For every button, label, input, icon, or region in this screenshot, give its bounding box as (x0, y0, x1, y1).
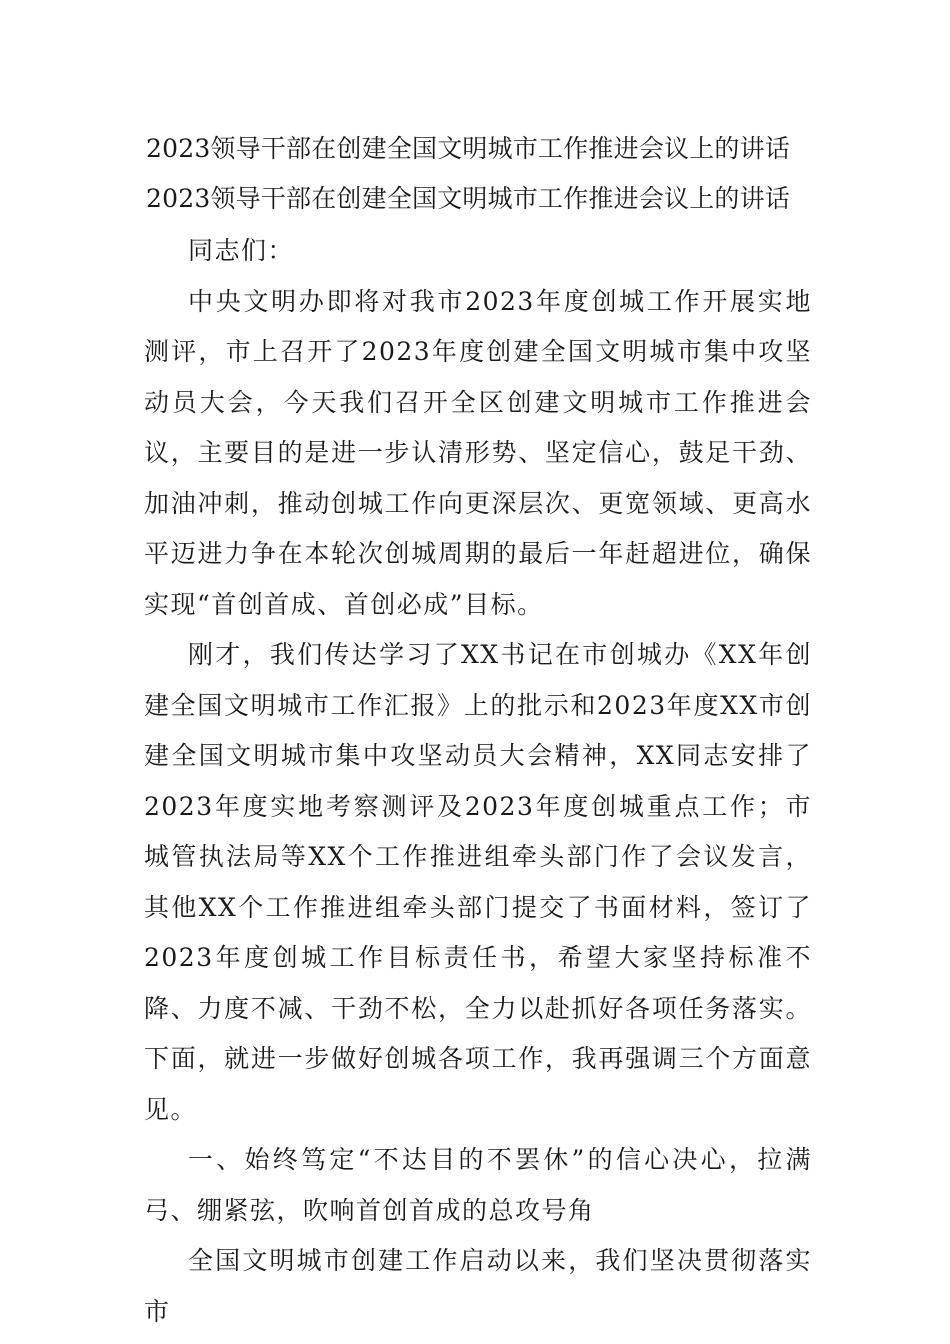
salutation-paragraph: 同志们： (188, 236, 295, 265)
document-body (144, 226, 812, 1337)
body-paragraph: 中央文明办即将对我市2023年度创城工作开展实地测评，市上召开了2023年度创建全国文明城市集中攻坚动员大会，今天我们召开全区创建文明城市工作推进会议，主要目的是进一步认清形势、坚定信心，鼓足干劲、加油冲刺，推动创城工作向更深层次、更宽领域、更高水平迈进力争在本轮次创城周期的最后一年赶超进位，确保实现“首创首成、首创必成”目标。 (144, 286, 812, 619)
body-paragraph: 全国文明城市创建工作启动以来，我们坚决贯彻落实市 (144, 1246, 812, 1326)
document-title-repeat: 2023领导干部在创建全国文明城市工作推进会议上的讲话 (146, 184, 791, 213)
document-title: 2023领导干部在创建全国文明城市工作推进会议上的讲话 (146, 134, 791, 163)
section-heading: 一、始终笃定“不达目的不罢休”的信心决心，拉满弓、绷紧弦，吹响首创首成的总攻号角 (144, 1145, 812, 1225)
body-paragraph: 刚才，我们传达学习了XX书记在市创城办《XX年创建全国文明城市工作汇报》上的批示和2023年度XX市创建全国文明城市集中攻坚动员大会精神，XX同志安排了2023年度实地考察测评及2023年度创城重点工作；市城管执法局等XX个工作推进组牵头部门作了会议发言，其他XX个工作推进组牵头部门提交了书面材料，签订了2023年度创城工作目标责任书，希望大家坚持标准不降、力度不减、干劲不松，全力以赴抓好各项任务落实。下面，就进一步做好创城各项工作，我再强调三个方面意见。 (144, 640, 812, 1124)
